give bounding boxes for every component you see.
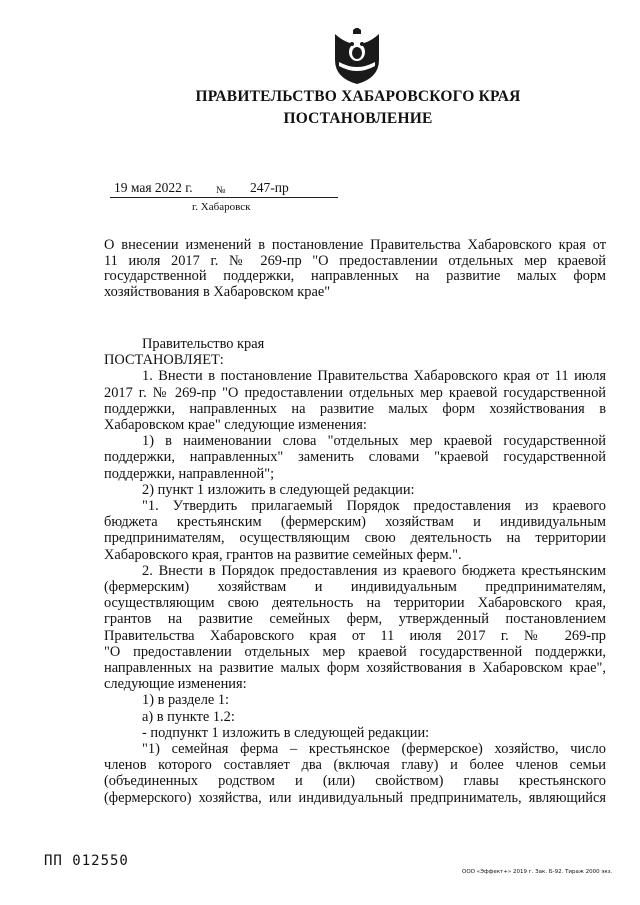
- body-line: поддержки, направленных на развитие малых форм хозяйствования в: [104, 400, 606, 417]
- form-code: ПП 012550: [44, 853, 129, 869]
- date-underline: [110, 197, 338, 198]
- body-line: (фермерского) хозяйства, или индивидуальный предприниматель, являющийся: [104, 789, 606, 806]
- document-meta: [104, 180, 336, 218]
- body-line: поддержки, направленных" заменить словами "краевой государственной: [104, 449, 606, 466]
- subject-line: хозяйствования в Хабаровском крае": [104, 283, 331, 300]
- body-line: (объединенных родством и (или) свойством) главы крестьянского: [104, 773, 606, 790]
- subject-line: государственной поддержки, направленных на развитие малых форм: [104, 268, 606, 284]
- document-date: 19 мая 2022 г.: [114, 180, 193, 195]
- body-line: Правительства Хабаровского края от 11 июля 2017 г. № 269-пр: [104, 627, 606, 644]
- body-line: "1. Утвердить прилагаемый Порядок предоставления из краевого: [142, 498, 606, 515]
- document-body: [104, 336, 606, 806]
- body-line: а) в пункте 1.2:: [142, 708, 235, 725]
- printing-imprint: ООО «Эффект+» 2019 г. Зак. Б-92. Тираж 2000 экз.: [462, 869, 613, 875]
- body-line: ПОСТАНОВЛЯЕТ:: [104, 352, 224, 369]
- body-line: 1) в разделе 1:: [142, 692, 230, 709]
- body-line: "1) семейная ферма – крестьянское (фермерское) хозяйство, число: [142, 741, 606, 758]
- body-line: предпринимателям, осуществляющим свою деятельность на территории: [104, 530, 606, 547]
- organization-title: ПРАВИТЕЛЬСТВО ХАБАРОВСКОГО КРАЯ: [195, 88, 521, 105]
- subject-line: О внесении изменений в постановление Правительства Хабаровского края от: [104, 237, 606, 253]
- coat-of-arms-icon: [331, 28, 383, 86]
- subject-line: 11 июля 2017 г. № 269-пр "О предоставлении отдельных мер краевой: [104, 252, 606, 269]
- body-line: членов которого составляет два (включая главу) и более членов семьи: [104, 757, 606, 774]
- number-label: №: [216, 185, 226, 196]
- body-line: бюджета крестьянским (фермерским) хозяйствам и индивидуальным: [104, 514, 606, 531]
- body-line: (фермерским) хозяйствам и индивидуальным предпринимателям,: [104, 579, 606, 596]
- document-subject: [104, 238, 606, 300]
- body-line: следующие изменения:: [104, 676, 247, 693]
- body-line: Правительство края: [142, 336, 265, 352]
- body-line: поддержки, направленной";: [104, 465, 275, 482]
- body-line: Хабаровского края, грантов на развитие семейных ферм.".: [104, 546, 462, 563]
- body-line: "О предоставлении отдельных мер краевой государственной поддержки,: [104, 643, 606, 660]
- body-line: 2. Внести в Порядок предоставления из краевого бюджета крестьянским: [142, 562, 606, 579]
- document-type: ПОСТАНОВЛЕНИЕ: [283, 110, 433, 127]
- body-line: - подпункт 1 изложить в следующей редакции:: [142, 724, 430, 741]
- body-line: грантов на развитие семейных ферм, утвержденный постановлением: [104, 611, 606, 628]
- body-line: Хабаровском крае" следующие изменения:: [104, 417, 367, 434]
- body-line: 1) в наименовании слова "отдельных мер краевой государственной: [142, 433, 606, 450]
- body-line: 1. Внести в постановление Правительства Хабаровского края от 11 июля: [142, 368, 606, 385]
- body-line: 2) пункт 1 изложить в следующей редакции:: [142, 481, 415, 498]
- body-line: осуществляющим свою деятельность на территории Хабаровского края,: [104, 595, 606, 612]
- document-number: 247-пр: [250, 180, 289, 195]
- document-city: г. Хабаровск: [192, 201, 251, 213]
- body-line: 2017 г. № 269-пр "О предоставлении отдельных мер краевой государственной: [104, 384, 606, 401]
- body-line: направленных на развитие малых форм хозяйствования в Хабаровском крае",: [104, 660, 606, 677]
